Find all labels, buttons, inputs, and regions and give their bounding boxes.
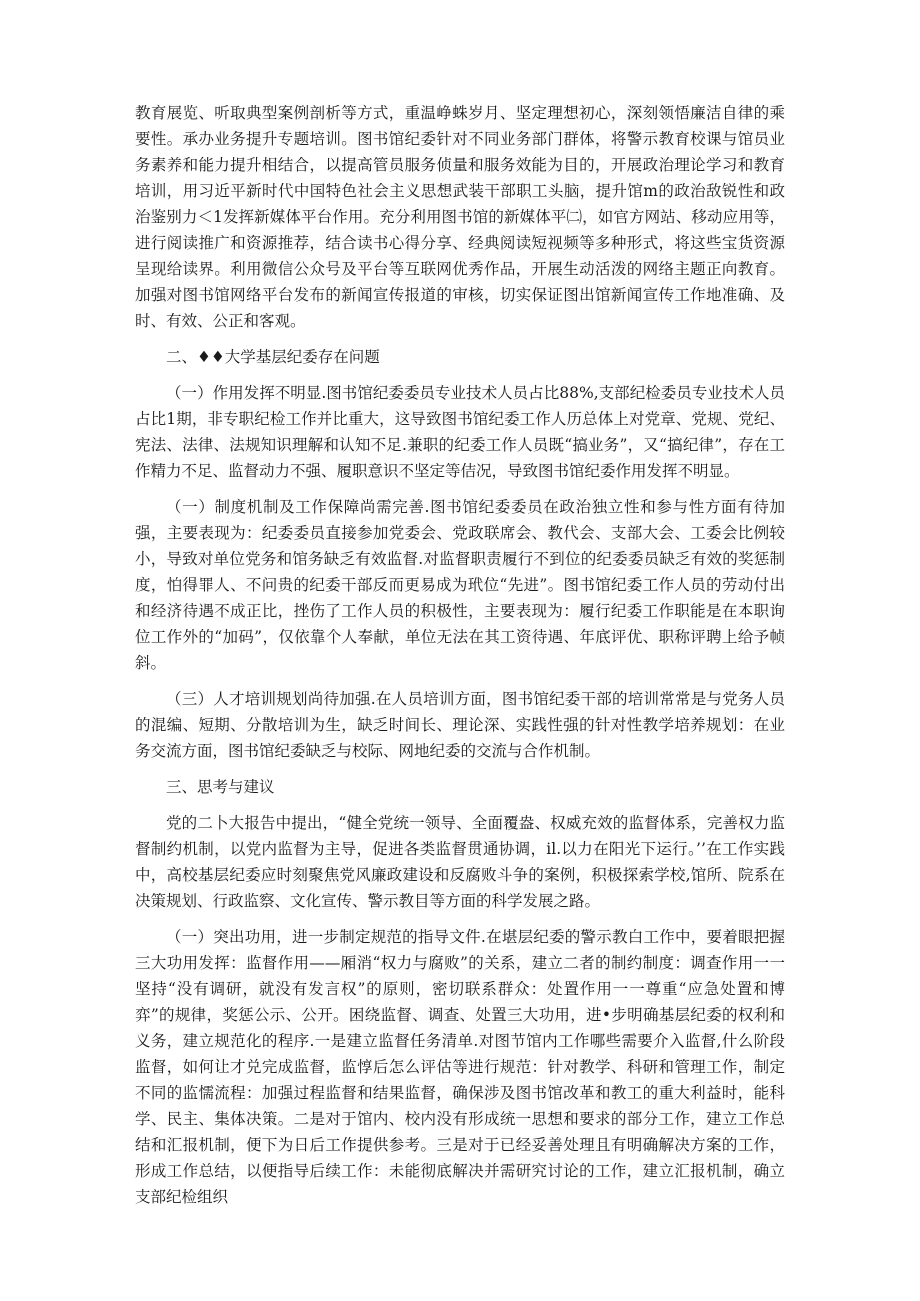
body-paragraph: （一）作用发挥不明显.图书馆纪委委员专业技术人员占比88%,支部纪检委员专业技术人员占比1期，非专职纪检工作并比重大，这导致图书馆纪委工作人历总体上对党章、党规、党纪、宪法、法律、法规知识理解和认知不足.兼职的纪委工作人员既“搞业务”，又“搞纪律”，存在工作精力不足、监督动力不强、履职意识不坚定等佶况，导致图书馆纪委作用发挥不明显。 xyxy=(135,384,785,480)
section-heading: 三、思考与建议 xyxy=(166,778,275,796)
section-heading: 二、♦♦大学基层纪委存在问题 xyxy=(166,348,380,366)
document-page xyxy=(135,100,785,1220)
body-paragraph: （一）突出功用，进一步制定规范的指导文件.在堪层纪委的警示教白工作中，要着眼把握三大功用发挥：监督作用——厢消“权力与腐败”的关系，建立二者的制约制度：调查作用一一坚持“没有调研，就没有发言权”的原则，密切联系群众：处置作用一一尊重“应急处置和博弈”的规律，奖惩公示、公开。困绕监督、调查、处置三大功用，进•步明确基层纪委的权利和义务，建立规范化的程序.一是建立监督任务清单.对图节馆内工作哪些需要介入监督,什么阶段监督，如何让才兑完成监督，监惇后怎么评估等进行规范：针对教学、科研和管理工作，制定不同的监懦流程：加强过程监督和结果监督，确保涉及图书馆改革和教工的重大利益时，能科学、民主、集体决策。二是对于馆内、校内没有形成统一思想和要求的部分工作，建立工作总结和汇报机制，便下为日后工作提供参考。三是对于已经妥善处理且有明确解决方案的工作，形成工作总结，以便指导后续工作：未能彻底解决并需研究讨论的工作，建立汇报机制，确立支部纪检组织 xyxy=(135,928,785,1206)
body-paragraph: （三）人才培训规划尚待加强.在人员培训方面，图书馆纪委干部的培训常常是与党务人员的混编、短期、分散培训为生，缺乏时间长、理论深、实践性强的针对性教学培养规划：在业务交流方面，图书馆纪委缺乏与校际、网地纪委的交流与合作机制。 xyxy=(135,690,785,760)
body-paragraph: （一）制度机制及工作保障尚需完善.图书馆纪委委员在政治独立性和参与性方面有待加强，主要表现为：纪委委员直接参加党委会、党政联席会、教代会、支部大会、工委会比例较小，导致对单位党务和馆务缺乏有效监督.对监督职责履行不到位的纪委委员缺乏有效的奖惩制度，怕得罪人、不问贵的纪委干部反而更易成为玳位“先进”。图书馆纪委工作人员的劳动付出和经济待遇不成正比，挫伤了工作人员的积极性，主要表现为：履行纪委工作职能是在本职询位工作外的“加码”，仅依靠个人奉献，单位无法在其工资待遇、年底评优、职称评聘上给予帧斜。 xyxy=(135,498,785,672)
body-paragraph: 党的二卜大报告中提出，“健全党统一领导、全面覆盎、权威充效的监督体系，完善权力监督制约机制，以党内监督为主导，促进各类监督贯通协调，il.以力在阳光下运行。’’在工作实践中，高校基层纪委应时刻聚焦党风廉政建设和反腐败斗争的案例，积极探索学校,馆所、院系在决策规划、行政监察、文化宣传、警示教目等方面的科学发展之路。 xyxy=(135,814,785,910)
body-paragraph: 教育展览、听取典型案例剖析等方式，重温峥蛛岁月、坚定理想初心，深刻领悟廉洁自律的乘要性。承办业务提升专题培训。图书馆纪委针对不同业务部门群体，将警示教育校课与馆员业务素养和能力提升相结合，以提高管员服务侦量和服务效能为目的，开展政治理论学习和教育培训，用习近平新时代中国特色社会主义思想武装干部职工头脑，提升馆m的政治敌锐性和政治鉴别力＜1发挥新媒体平台作用。充分利用图书馆的新媒体平㈡，如官方网站、移动应用等，进行阅读推广和资源推荐，结合读书心得分享、经典阅读短视频等多种形式，将这些宝货资源呈现给读界。利用微信公众号及平台等互联网优秀作品，开展生动活泼的网络主题正向教育。加强对图书馆网络平台发布的新闻宣传报道的审核，切实保证图出馆新闻宣传工作地准确、及时、有效、公正和客观。 xyxy=(135,104,785,330)
